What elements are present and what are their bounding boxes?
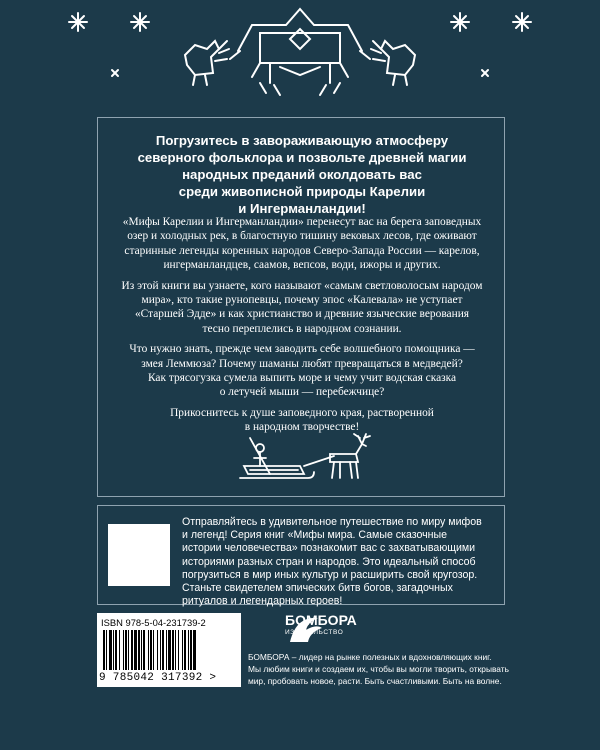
text-line: змея Леммюза? Почему шаманы любят превращаться в медведей? bbox=[141, 357, 463, 370]
intro-line: народных преданий околдовать вас bbox=[182, 167, 422, 182]
publisher-name: БОМБОРА bbox=[285, 612, 357, 628]
text-line: тесно переплелись в народном сознании. bbox=[202, 322, 402, 335]
text-line: старинные легенды коренных народов Северо-Запада России — карелов, bbox=[124, 244, 480, 257]
blurb-line: мир, пробовать новое, расти. Быть счастливыми. Быть на волне. bbox=[248, 676, 502, 686]
intro-line: северного фольклора и позвольте древней магии bbox=[137, 150, 467, 165]
text-line: о летучей мыши — перебежчице? bbox=[219, 386, 385, 399]
paragraph-2 bbox=[116, 279, 488, 337]
barcode bbox=[97, 613, 241, 687]
text-line: Прикоснитесь к душе заповедного края, растворенной bbox=[170, 406, 434, 419]
series-line: истории человечества» познакомит вас с захватывающими bbox=[182, 542, 476, 555]
description-body bbox=[116, 215, 488, 441]
sled-reindeer-icon bbox=[230, 430, 380, 490]
text-line: Из этой книги вы узнаете, кого называют «самым светловолосым народом bbox=[121, 279, 483, 292]
series-line: историями разных стран и народов. Это идеальный способ bbox=[182, 555, 476, 568]
series-line: погрузиться в мир иных культур и расширить свой кругозор. bbox=[182, 568, 478, 581]
series-panel bbox=[97, 505, 505, 608]
series-line: ритуалов и легендарных героев! bbox=[182, 595, 343, 608]
barcode-bars bbox=[103, 630, 235, 670]
paragraph-1 bbox=[116, 215, 488, 273]
series-line: Станьте свидетелем эпических битв богов, загадочных bbox=[182, 582, 453, 595]
intro-line: среди живописной природы Карелии bbox=[178, 184, 426, 199]
barcode-digits: 9 785042 317392 > bbox=[99, 672, 217, 684]
series-line: и легенд! Серия книг «Мифы мира. Самые сказочные bbox=[182, 529, 447, 542]
series-logo-placeholder bbox=[108, 524, 170, 586]
blurb-line: БОМБОРА – лидер на рынке полезных и вдохновляющих книг. bbox=[248, 652, 492, 662]
text-line: озер и холодных рек, в благостную тишину вековых лесов, где оживают bbox=[127, 230, 477, 243]
text-line: ингерманландцев, саамов, вепсов, води, ижоры и других. bbox=[163, 259, 441, 272]
paragraph-3 bbox=[116, 342, 488, 400]
publisher-blurb bbox=[248, 651, 508, 687]
text-line: Что нужно знать, прежде чем заводить себе волшебного помощника — bbox=[129, 343, 475, 356]
series-line: Отправляйтесь в удивительное путешествие по миру мифов bbox=[182, 516, 482, 528]
house-ornament-icon bbox=[230, 9, 370, 95]
text-line: мира», кто такие рунопевцы, почему эпос «Калевала» не уступает bbox=[141, 294, 463, 307]
text-line: Как трясогузка сумела выпить море и чему учит водская сказка bbox=[147, 372, 457, 385]
snowflake-icon bbox=[451, 13, 469, 31]
isbn-text: ISBN 978-5-04-231739-2 bbox=[101, 617, 206, 628]
intro-line: Погрузитесь в завораживающую атмосферу bbox=[155, 133, 449, 148]
blurb-line: Мы любим книги и создаем их, чтобы вы могли творить, открывать bbox=[248, 664, 509, 674]
snowflake-icon bbox=[131, 13, 149, 31]
publisher-subtitle: ИЗДАТЕЛЬСТВО bbox=[285, 629, 344, 636]
bird-icon bbox=[371, 41, 415, 85]
folk-ornament bbox=[0, 0, 600, 110]
snowflake-icon bbox=[513, 13, 531, 31]
snowflake-icon bbox=[69, 13, 87, 31]
text-line: «Старшей Эдде» и как христианство и древние языческие верования bbox=[134, 308, 470, 321]
series-description bbox=[182, 516, 498, 608]
bird-icon bbox=[185, 41, 229, 85]
text-line: «Мифы Карелии и Ингерманландии» перенесут вас на берега заповедных bbox=[122, 216, 482, 228]
intro-line: и Ингерманландии! bbox=[238, 201, 366, 216]
text-line: в народном творчестве! bbox=[244, 421, 360, 434]
intro-heading bbox=[98, 132, 506, 217]
